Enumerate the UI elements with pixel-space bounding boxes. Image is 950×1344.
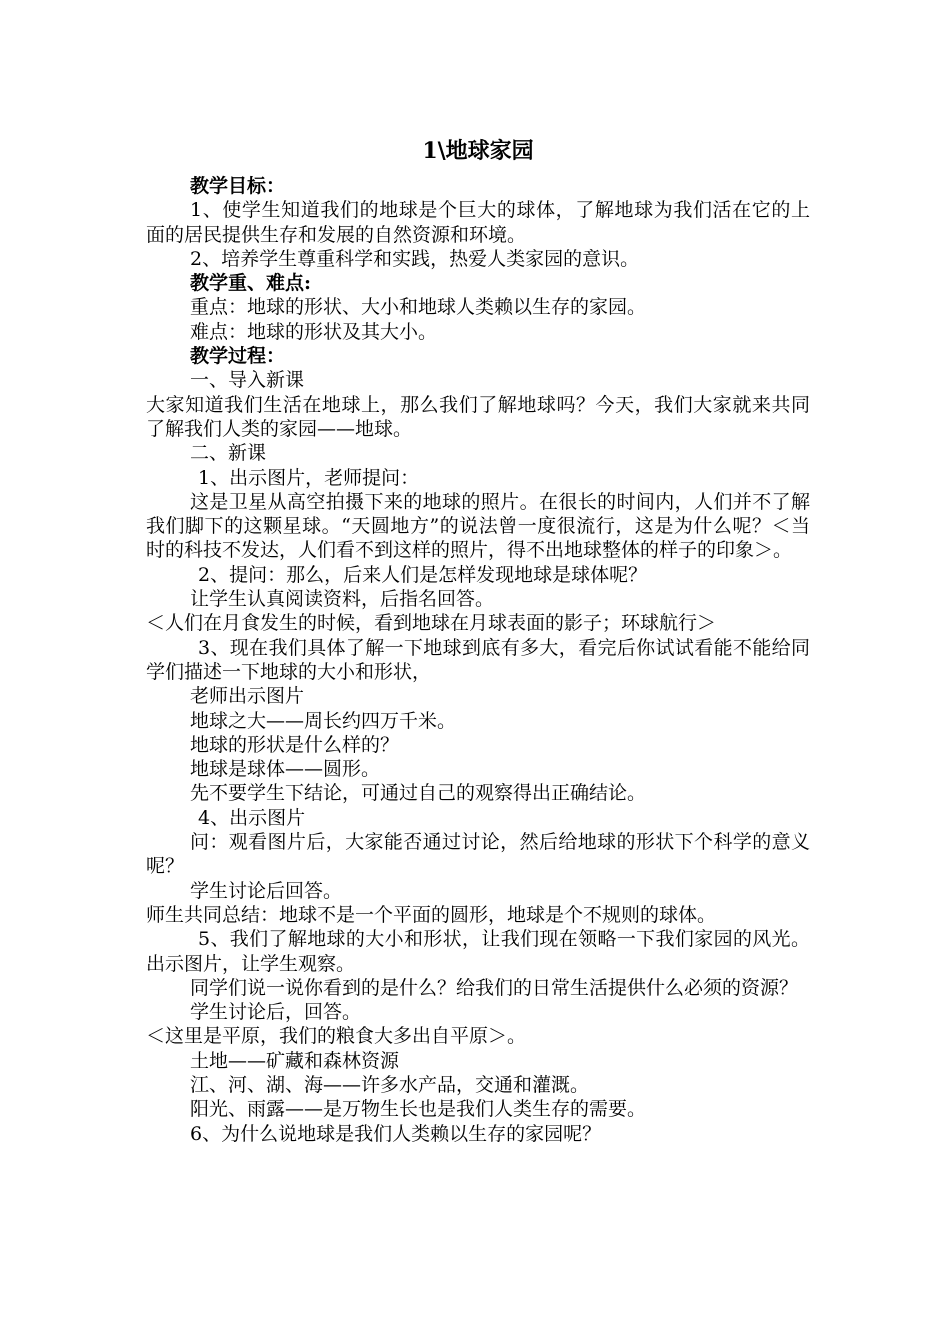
paragraph: 土地——矿藏和森林资源 [190,1049,400,1072]
paragraph: 1、出示图片，老师提问： [198,466,420,489]
paragraph: ＜人们在月食发生的时候，看到地球在月球表面的影子；环球航行＞ [146,612,717,635]
paragraph: 地球之大——周长约四万千米。 [190,709,457,732]
paragraph: 教学过程： [190,345,286,368]
paragraph: 2、培养学生尊重科学和实践，热爱人类家园的意识。 [190,247,640,270]
paragraph: 老师出示图片 [190,685,305,708]
paragraph: 难点：地球的形状及其大小。 [190,320,438,343]
paragraph: 大家知道我们生活在地球上，那么我们了解地球吗？今天，我们大家就来共同了解我们人类的家园——地球。 [146,393,810,440]
paragraph: 同学们说一说你看到的是什么？给我们的日常生活提供什么必须的资源？ [190,976,799,999]
paragraph: 2、提问：那么，后来人们是怎样发现地球是球体呢？ [198,563,648,586]
paragraph: 5、我们了解地球的大小和形状，让我们现在领略一下我们家园的风光。出示图片，让学生观察。 [146,928,810,975]
paragraph: 先不要学生下结论，可通过自己的观察得出正确结论。 [190,782,647,805]
paragraph: 问：观看图片后，大家能否通过讨论，然后给地球的形状下个科学的意义呢？ [146,831,810,878]
paragraph: 地球的形状是什么样的？ [190,733,400,756]
paragraph: 阳光、雨露——是万物生长也是我们人类生存的需要。 [190,1098,647,1121]
document-body [146,130,810,1146]
document-title: 1\地球家园 [422,138,534,164]
paragraph: 一、导入新课 [190,369,305,392]
paragraph: 这是卫星从高空拍摄下来的地球的照片。在很长的时间内，人们并不了解我们脚下的这颗星球。“天圆地方”的说法曾一度很流行，这是为什么呢？＜当时的科技不发达，人们看不到这样的照片，得不出地球整体的样子的印象＞。 [146,490,810,562]
paragraph: ＜这里是平原，我们的粮食大多出自平原＞。 [146,1025,527,1048]
paragraph: 4、出示图片 [198,806,306,829]
paragraph: 让学生认真阅读资料，后指名回答。 [190,588,495,611]
paragraph: 二、新课 [190,442,267,465]
paragraph: 师生共同总结：地球不是一个平面的圆形，地球是个不规则的球体。 [146,903,717,926]
paragraph: 教学目标： [190,175,286,197]
paragraph: 重点：地球的形状、大小和地球人类赖以生存的家园。 [190,296,647,319]
paragraph: 学生讨论后，回答。 [190,1001,362,1024]
paragraph: 1、使学生知道我们的地球是个巨大的球体，了解地球为我们活在它的上面的居民提供生存和发展的自然资源和环境。 [146,199,810,246]
paragraph: 学生讨论后回答。 [190,879,343,902]
paragraph: 地球是球体——圆形。 [190,758,381,781]
paragraph: 3、现在我们具体了解一下地球到底有多大，看完后你试试看能不能给同学们描述一下地球的大小和形状， [146,636,810,683]
paragraph-list [146,174,810,1146]
paragraph: 教学重、难点: [190,272,312,295]
paragraph: 6、为什么说地球是我们人类赖以生存的家园呢？ [190,1122,602,1145]
paragraph: 江、河、湖、海——许多水产品，交通和灌溉。 [190,1073,590,1096]
